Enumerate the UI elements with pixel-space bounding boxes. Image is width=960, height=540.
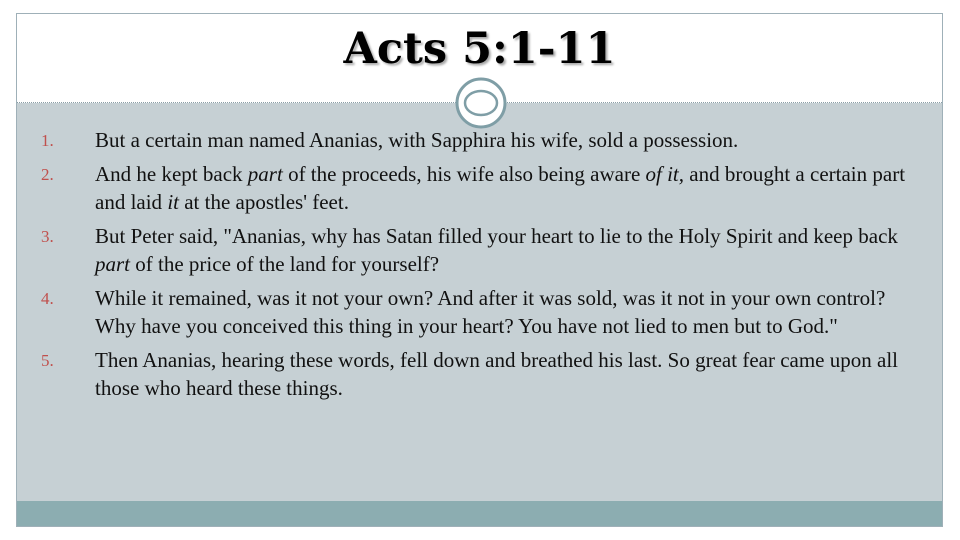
verse-list	[41, 126, 921, 408]
circle-ornament-icon	[455, 77, 507, 129]
verse-number: 4.	[41, 289, 54, 308]
verse-segment: But Peter said, "Ananias, why has Satan filled your heart to lie to the Holy Spirit and keep back	[95, 224, 898, 248]
verse-segment: at the apostles' feet.	[178, 190, 349, 214]
verse-segment-italic: part	[247, 162, 283, 186]
verse-number: 5.	[41, 351, 54, 370]
content-area	[17, 103, 942, 503]
verse-segment: of the price of the land for yourself?	[130, 252, 440, 276]
verse-text	[95, 286, 885, 338]
verse-number: 2.	[41, 165, 54, 184]
verse-segment: But a certain man named Ananias, with Sapphira his wife, sold a possession.	[95, 128, 739, 152]
verse-item	[41, 346, 921, 402]
verse-segment-italic: it	[167, 190, 179, 214]
verse-segment: And he kept back	[95, 162, 248, 186]
verse-text	[95, 128, 738, 152]
verse-item	[41, 126, 921, 154]
verse-segment: of the proceeds, his wife also being aware	[282, 162, 646, 186]
verse-segment-italic: of it,	[645, 162, 685, 186]
verse-text	[95, 348, 898, 400]
verse-text	[95, 162, 905, 214]
verse-number: 3.	[41, 227, 54, 246]
verse-segment-italic: part	[95, 252, 131, 276]
verse-text	[95, 224, 898, 276]
verse-segment: Then Ananias, hearing these words, fell down and breathed his last. So great fear came upon all those who heard these things.	[95, 348, 898, 400]
verse-item	[41, 222, 921, 278]
slide	[16, 13, 943, 527]
verse-segment: and brought a certain part and laid	[95, 162, 906, 214]
slide-title: Acts 5:1-11	[343, 24, 616, 74]
footer-band	[17, 501, 942, 526]
verse-segment: While it remained, was it not your own? And after it was sold, was it not in your own control? Why have you conceived this thing in your heart? You have not lied to men but to God."	[95, 286, 886, 338]
verse-item	[41, 284, 921, 340]
verse-item	[41, 160, 921, 216]
verse-number: 1.	[41, 131, 54, 150]
